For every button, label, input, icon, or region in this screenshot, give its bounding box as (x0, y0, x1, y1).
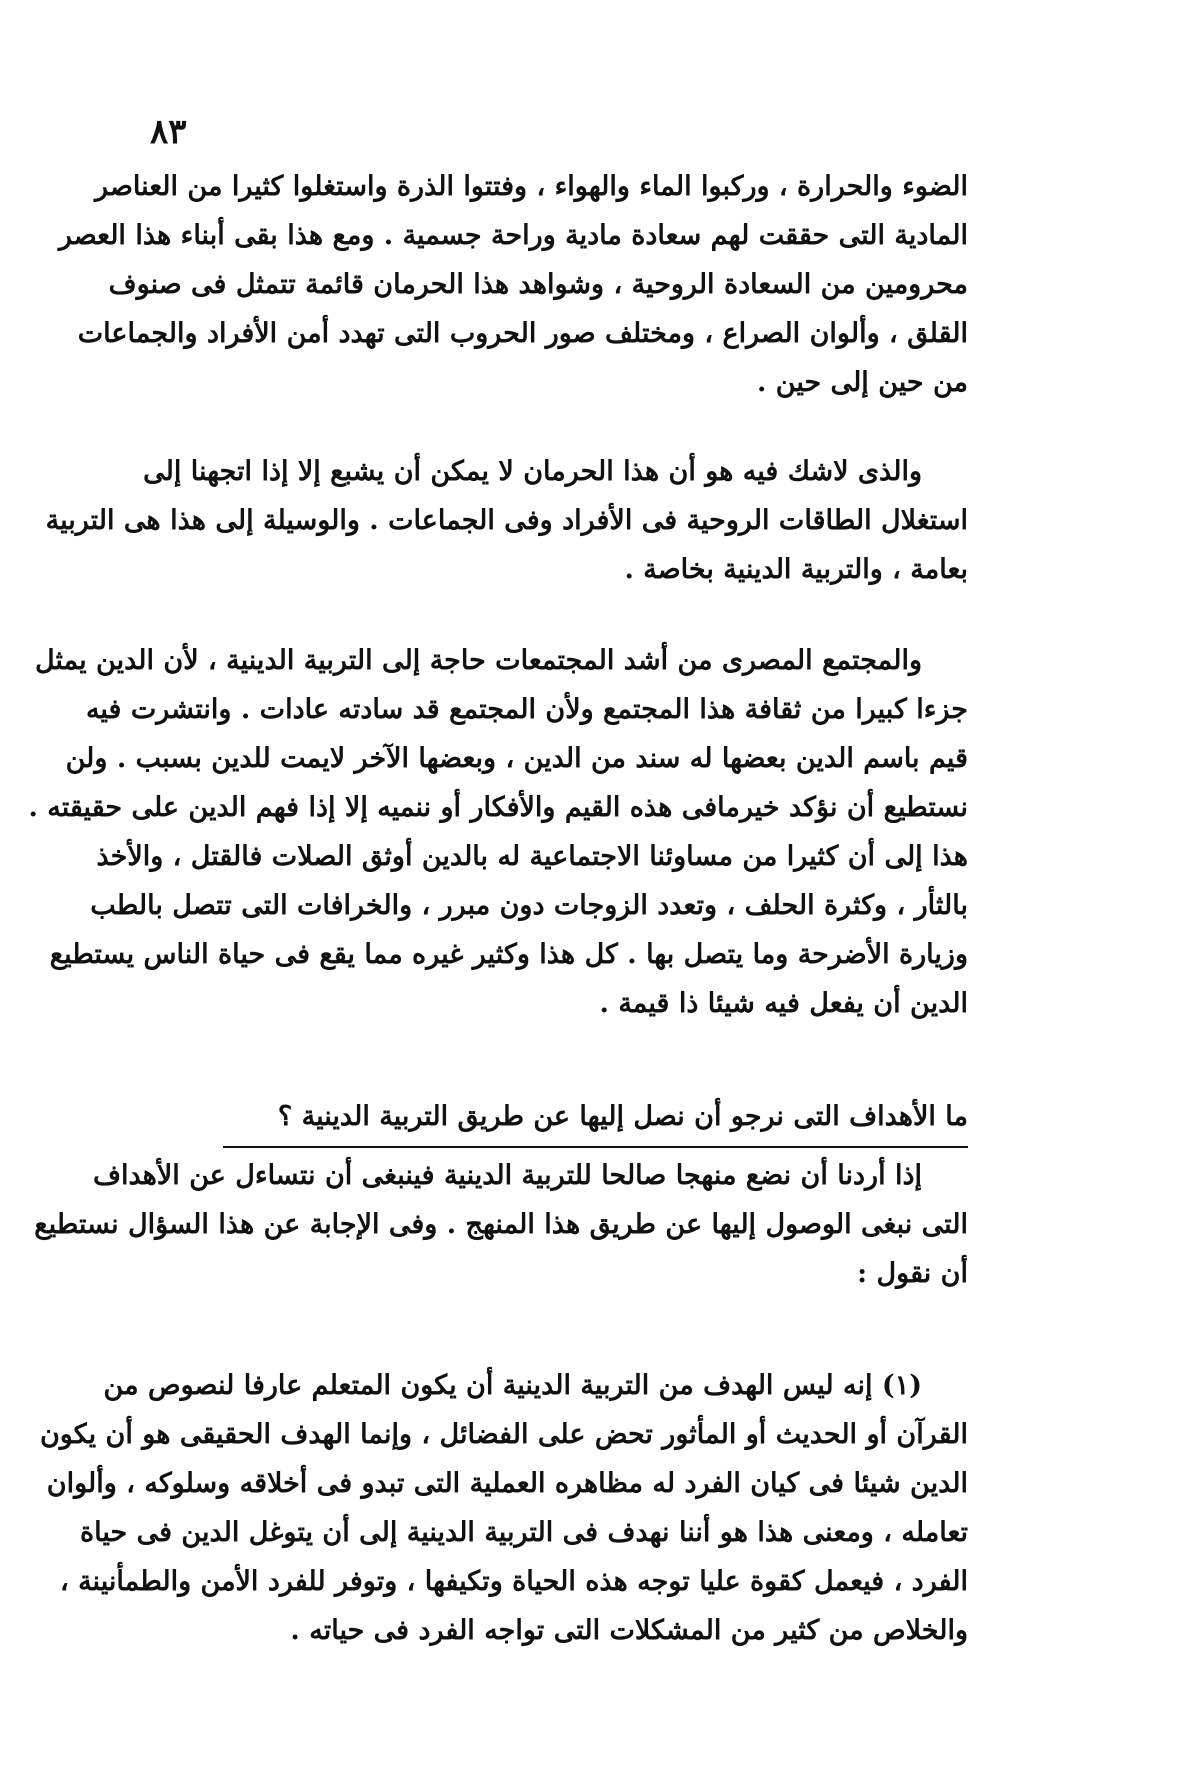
paragraph-line: (١) إنه ليس الهدف من التربية الدينية أن يكون المتعلم عارفا لنصوص من (103, 1370, 922, 1401)
paragraph-line: جزءا كبيرا من ثقافة هذا المجتمع ولأن المجتمع قد سادته عادات . وانتشرت فيه (85, 694, 968, 725)
paragraph-line: إذا أردنا أن نضع منهجا صالحا للتربية الدينية فينبغى أن نتساءل عن الأهداف (93, 1160, 922, 1191)
paragraph-line: قيم باسم الدين بعضها له سند من الدين ، وبعضها الآخر لايمت للدين بسبب . ولن (65, 743, 968, 774)
page-number: ٨٣ (150, 112, 187, 152)
paragraph-line: بالثأر ، وكثرة الحلف ، وتعدد الزوجات دون مبرر ، والخرافات التى تتصل بالطب (90, 890, 968, 921)
paragraph-line: التى نبغى الوصول إليها عن طريق هذا المنهج . وفى الإجابة عن هذا السؤال نستطيع (34, 1209, 968, 1240)
paragraph-line: الضوء والحرارة ، وركبوا الماء والهواء ، وفتتوا الذرة واستغلوا كثيرا من العناصر (95, 171, 968, 202)
paragraph-line: بعامة ، والتربية الدينية بخاصة . (624, 554, 968, 585)
section-heading: ما الأهداف التى نرجو أن نصل إليها عن طريق التربية الدينية ؟ (223, 1096, 968, 1148)
paragraph-4 (34, 1151, 968, 1298)
paragraph-line: هذا إلى أن كثيرا من مساوئنا الاجتماعية له بالدين أوثق الصلات فالقتل ، والأخذ (96, 841, 968, 872)
paragraph-line: والذى لاشك فيه هو أن هذا الحرمان لا يمكن أن يشبع إلا إذا اتجهنا إلى (143, 456, 922, 487)
paragraph-line: الدين أن يفعل فيه شيئا ذا قيمة . (599, 988, 968, 1019)
paragraph-line: الفرد ، فيعمل كقوة عليا توجه هذه الحياة وتكيفها ، وتوفر للفرد الأمن والطمأنينة ، (59, 1566, 968, 1597)
paragraph-3 (28, 636, 968, 1028)
paragraph-5 (39, 1361, 968, 1655)
paragraph-1 (58, 162, 968, 407)
paragraph-line: نستطيع أن نؤكد خيرمافى هذه القيم والأفكار أو ننميه إلا إذا فهم الدين على حقيقته . (28, 792, 968, 823)
paragraph-line: والمجتمع المصرى من أشد المجتمعات حاجة إلى التربية الدينية ، لأن الدين يمثل (34, 645, 922, 676)
paragraph-line: تعامله ، ومعنى هذا هو أننا نهدف فى التربية الدينية إلى أن يتوغل الدين فى حياة (80, 1517, 968, 1548)
paragraph-2 (45, 447, 968, 594)
paragraph-line: الدين شيئا فى كيان الفرد له مظاهره العملية التى تبدو فى أخلاقه وسلوكه ، وألوان (46, 1468, 968, 1499)
paragraph-line: استغلال الطاقات الروحية فى الأفراد وفى الجماعات . والوسيلة إلى هذا هى التربية (45, 505, 968, 536)
paragraph-line: من حين إلى حين . (756, 367, 968, 398)
paragraph-line: أن نقول : (857, 1258, 968, 1289)
paragraph-line: محرومين من السعادة الروحية ، وشواهد هذا الحرمان قائمة تتمثل فى صنوف (108, 269, 968, 300)
paragraph-line: والخلاص من كثير من المشكلات التى تواجه الفرد فى حياته . (290, 1615, 968, 1646)
paragraph-line: القلق ، وألوان الصراع ، ومختلف صور الحروب التى تهدد أمن الأفراد والجماعات (77, 318, 968, 349)
paragraph-line: المادية التى حققت لهم سعادة مادية وراحة جسمية . ومع هذا بقى أبناء هذا العصر (58, 220, 968, 251)
paragraph-line: القرآن أو الحديث أو المأثور تحض على الفضائل ، وإنما الهدف الحقيقى هو أن يكون (39, 1419, 968, 1450)
paragraph-line: وزيارة الأضرحة وما يتصل بها . كل هذا وكثير غيره مما يقع فى حياة الناس يستطيع (49, 939, 968, 970)
